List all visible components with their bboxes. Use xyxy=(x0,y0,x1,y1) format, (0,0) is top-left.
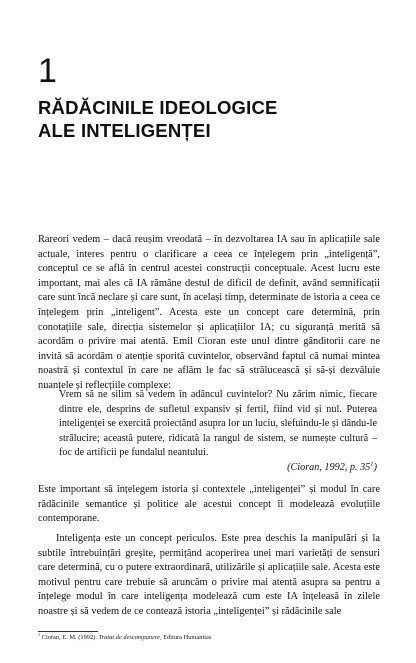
paragraph-context: Este important să înțelegem istoria și contextele „inteligenței” și modul în care rădăcinile semantice și politice ale acestui concept îi modelează evoluțiile contemporane. xyxy=(38,484,380,525)
chapter-title xyxy=(38,96,378,142)
chapter-title-line-1: RĂDĂCINILE IDEOLOGICE xyxy=(38,97,278,118)
footnote-publisher: , Editura Humanitas xyxy=(160,634,212,641)
citation-close: ) xyxy=(373,461,377,473)
citation-footnote-ref: 1 xyxy=(370,460,374,468)
quote-citation xyxy=(59,461,377,476)
footnote-divider xyxy=(38,631,98,632)
paragraph-dangerous-concept: Inteligența este un concept periculos. Este prea deschis la manipulări și la subtile întrebuințări greșite, permițând acoperirea unei mari varietăți de sensuri care determină, cu o putere extraordinară, utilizările și aplicațiile sale. Acesta este motivul pentru care trebuie să aruncăm o privire mai atentă asupra sa pentru a înțelege modul în care inteligența modelează cum este IA înțeleasă în zilele noastre și să vedem de ce contează istoria „inteligenței” și rădăcinile sale xyxy=(38,533,380,617)
quote-text: Vrem să ne silim să vedem în adâncul cuvintelor? Nu zărim nimic, fiecare dintre ele, desprins de sufletul expansiv și fertil, fiind vid și nul. Puterea inteligenței se exercită proiectând asupra lor un luciu, slefuindu-le și dându-le strălucire; această putere, ridicată la rangul de sistem, se numește cultură – foc de artificii pe fundalul neantului. xyxy=(59,389,377,459)
chapter-number: 1 xyxy=(38,52,57,90)
cioran-quote xyxy=(59,388,377,476)
citation-text: (Cioran, 1992, p. 35 xyxy=(287,461,371,473)
footnote-text: Cioran, E. M. (1992). xyxy=(40,634,99,641)
footnote-book-title: Tratat de descompunere xyxy=(98,634,161,641)
paragraph-intro: Rareori vedem – dacă reușim vreodată – în dezvoltarea IA sau în aplicațiile sale actuale, interes pentru o clarificare a ceea ce înțelegem prin „inteligență”, conceptul ce se află în centrul acestei construcții conceptuale. Acest lucru este important, mai ales că IA rămâne destul de dificil de definit, având semnificații care sunt încă neclare și care sunt, în același timp, determinate de istoria a ceea ce înțelegem prin „inteligent”. Acesta este un concept care determină, prin conotațiile sale, direcția sistemelor și aplicațiilor IA; cu siguranță merită să acordăm o privire mai atentă. Emil Cioran este unul dintre gânditorii care ne invită să acordăm o atenție sporită cuvintelor, observând faptul că numai mintea noastră și contextul în care ne aflăm le fac să strălucească și să-și dezvăluie nuanțele și reflecțiile complexe: xyxy=(38,234,380,391)
footnote-marker: 1 xyxy=(38,631,41,637)
footnote xyxy=(38,631,380,642)
chapter-title-line-2: ALE INTELIGENȚEI xyxy=(38,120,211,141)
